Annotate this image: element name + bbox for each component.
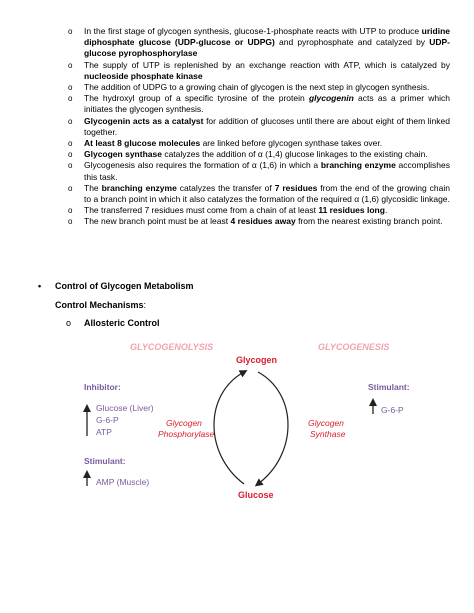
glycogenolysis-label: GLYCOGENOLYSIS [130,342,214,352]
stimulant-right-label: Stimulant: [368,382,410,392]
control-mechanisms-heading [55,300,146,310]
body-text: for addition of glucoses until there are about eight of them linked together. [84,115,450,137]
emphasis-text: Glycogen synthase [84,149,162,160]
list-item [66,60,450,82]
body-text: The supply of UTP is replenished by an exchange reaction with ATP, which is catalyzed by [84,59,450,70]
phosphorylase-line2: Phosphorylase [158,429,215,439]
inhibitor-item: ATP [96,427,112,437]
glucose-label: Glucose [238,490,274,500]
list-item [66,93,450,115]
sub-bullet-glyph: o [66,318,72,328]
list-item [66,205,450,216]
body-text: The transferred 7 residues must come from a chain of at least [84,205,319,216]
stimulant-left-item: AMP (Muscle) [96,477,150,487]
body-text: from the nearest existing branch point. [295,216,443,227]
sub-bullet-glyph: o [68,217,73,227]
emphasis-text: uridine diphosphate glucose (UDP-glucose or UDPG) [84,26,450,48]
list-item [66,82,450,93]
sub-bullet-glyph: o [68,27,73,36]
list-item [66,216,450,227]
glycogen-regulation-diagram [76,334,416,504]
body-text: The [84,182,102,193]
body-text: from the end of the growing chain to a branch point in which it also catalyzes the formation of the required α (1,6) glycosidic linkage. [84,182,450,205]
body-text: are linked before glycogen synthase takes over. [200,138,383,149]
sub-bullet-glyph: o [68,183,73,193]
emphasis-text: 11 residues long [318,205,385,216]
sub-bullet-glyph: o [68,161,73,171]
allosteric-control-text: Allosteric Control [84,318,160,328]
glycogenesis-label: GLYCOGENESIS [318,342,390,352]
body-text: accomplishes this task. [84,160,450,182]
emphasis-text: UDP-glucose pyrophosphorylase [84,37,450,59]
list-item [66,183,450,205]
body-text: Glycogenesis also requires the formation of α (1,6) in which a [84,160,321,171]
stimulant-right-item: G-6-P [381,405,404,415]
bullet-glyph: • [38,281,42,291]
sub-bullet-glyph: o [68,206,73,216]
emphasis-text: At least 8 glucose molecules [84,138,201,149]
emphasis-text: Glycogenin acts as a catalyst [84,115,204,126]
body-text: . [384,205,388,216]
sub-bullet-glyph: o [68,60,73,70]
degradation-arrow [214,372,244,484]
colon: : [143,300,147,310]
sub-bullet-glyph: o [68,139,73,149]
emphasis-text: 7 residues [274,182,318,193]
section-heading-text: Control of Glycogen Metabolism [55,281,194,291]
body-text: The hydroxyl group of a specific tyrosine of the protein [84,93,309,104]
list-item [66,149,450,160]
inhibitor-label: Inhibitor: [84,382,121,392]
list-item [66,116,450,138]
body-text: catalyzes the transfer of [176,182,275,193]
emphasis-text: nucleoside phosphate kinase [84,70,203,81]
sub-bullet-glyph: o [68,150,73,160]
sub-bullet-glyph: o [68,116,73,126]
synthase-line1: Glycogen [308,418,344,428]
inhibitor-item: G-6-P [96,415,119,425]
body-text: The new branch point must be at least [84,216,231,227]
sub-bullet-glyph: o [68,83,73,93]
body-text: catalyzes the addition of α (1,4) glucose linkages to the existing chain. [161,149,428,160]
body-text: The addition of UDPG to a growing chain of glycogen is the next step in glycogen synthesis. [84,82,430,93]
control-mechanisms-text: Control Mechanisms [55,300,144,310]
inhibitor-item: Glucose (Liver) [96,403,154,413]
phosphorylase-line1: Glycogen [166,418,202,428]
emphasis-text: glycogenin [308,93,354,104]
body-text: In the first stage of glycogen synthesis, glucose-1-phosphate reacts with UTP to produce [84,26,422,36]
body-text: and pyrophosphate and catalyzed by [274,37,430,48]
stimulant-left-label: Stimulant: [84,456,126,466]
synthesis-arrow [258,372,288,484]
emphasis-text: branching enzyme [320,160,396,171]
list-item [66,160,450,182]
list-item [66,26,450,60]
synthase-line2: Synthase [310,429,346,439]
sub-bullet-glyph: o [68,94,73,104]
emphasis-text: branching enzyme [101,182,177,193]
emphasis-text: 4 residues away [230,216,296,227]
list-item [66,138,450,149]
glycogenesis-steps-list [66,26,450,228]
body-text: acts as a primer which initiates the glycogen synthesis. [84,93,450,115]
glycogen-label: Glycogen [236,355,278,365]
